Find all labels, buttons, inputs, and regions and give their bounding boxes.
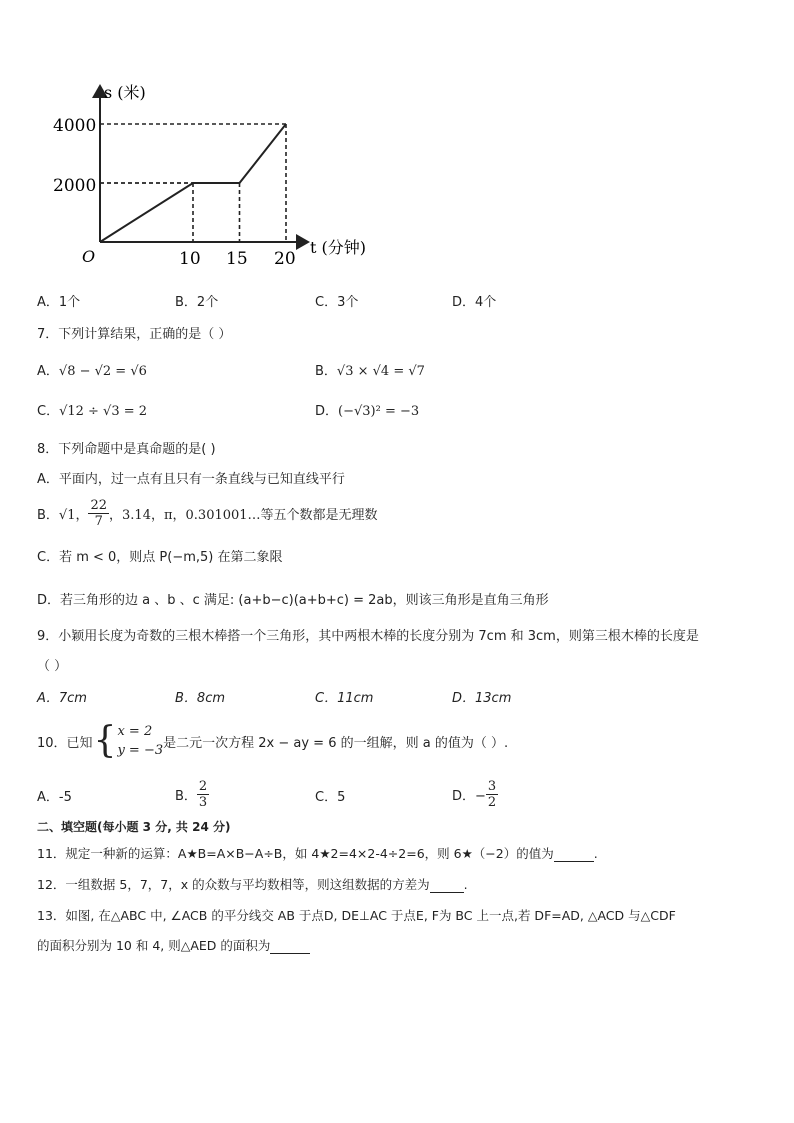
origin-label: O	[82, 247, 96, 266]
q9-option-d[interactable]: D．13cm	[452, 691, 512, 706]
q7-option-a-label: A．	[37, 364, 59, 379]
q13-answer-blank[interactable]	[270, 938, 310, 954]
q12-end: .	[463, 877, 468, 892]
q7-option-d-label: D．	[315, 404, 339, 419]
q9-option-c[interactable]: C．11cm	[315, 691, 374, 706]
distance-time-graph	[53, 78, 390, 270]
q11-text: 11．规定一种新的运算：A★B=A×B−A÷B，如 4★2=4×2-4÷2=6，则 6★（−2）的值为	[37, 846, 554, 861]
q6-option-a[interactable]: A．1个	[37, 295, 81, 310]
q7-option-c-expr: √12 ÷ √3 = 2	[59, 404, 148, 419]
q10-option-b-label: B．	[175, 788, 197, 804]
y-tick-4000: 4000	[53, 116, 97, 136]
q8-option-b-sqrt1: √1，	[58, 507, 89, 523]
q10-option-d-den: 2	[487, 794, 497, 810]
q12-answer-blank[interactable]	[430, 877, 464, 893]
q8-option-b[interactable]	[37, 496, 378, 530]
q13-line1: 13．如图, 在△ABC 中, ∠ACB 的平分线交 AB 于点D, DE⊥AC 于点E, F为 BC 上一点,若 DF=AD, △ACD 与△CDF	[37, 908, 676, 923]
q10-suffix: 是二元一次方程 2x − ay = 6 的一组解，则 a 的值为（ ）.	[163, 735, 509, 751]
y-axis-label: s (米)	[104, 83, 146, 102]
q10-option-d-fraction	[486, 779, 498, 810]
x-axis-label: t (分钟)	[310, 238, 367, 257]
x-tick-20: 20	[274, 249, 296, 269]
q7-option-b[interactable]	[315, 360, 425, 379]
q8-option-c[interactable]: C．若 m < 0，则点 P(−m,5) 在第二象限	[37, 550, 283, 565]
q10-system	[117, 722, 163, 760]
q13-line2	[37, 936, 310, 954]
q11-answer-blank[interactable]	[554, 846, 594, 862]
y-tick-2000: 2000	[53, 176, 97, 196]
q7-stem: 7．下列计算结果，正确的是（ ）	[37, 327, 232, 342]
q6-option-c[interactable]: C．3个	[315, 295, 359, 310]
q8-option-b-fraction	[88, 498, 109, 529]
q9-option-a[interactable]: A．7cm	[37, 691, 87, 706]
q12-text: 12．一组数据 5，7，7，x 的众数与平均数相等，则这组数据的方差为	[37, 877, 430, 892]
q9-option-b[interactable]: B．8cm	[175, 691, 226, 706]
q7-option-d-expr: (−√3)² = −3	[338, 404, 420, 419]
q7-option-a-expr: √8 − √2 = √6	[58, 364, 147, 379]
q6-option-b[interactable]: B．2个	[175, 295, 219, 310]
q6-option-d[interactable]: D．4个	[452, 295, 497, 310]
q10-option-d[interactable]	[452, 774, 498, 814]
q8-option-b-rest: ，3.14，π，0.301001…等五个数都是无理数	[109, 507, 378, 523]
q8-option-b-label: B．	[37, 507, 59, 523]
q10-option-d-num: 3	[487, 778, 497, 794]
q10-brace-icon: {	[93, 720, 117, 761]
q13-text: 的面积分别为 10 和 4, 则△AED 的面积为	[37, 938, 271, 953]
q10-option-b-fraction	[197, 779, 209, 810]
section-2-heading: 二、填空题(每小题 3 分, 共 24 分)	[37, 820, 231, 834]
q8-option-b-frac-num: 22	[90, 497, 108, 513]
q10-system-eq1: x = 2	[117, 724, 153, 739]
q9-stem-line1: 9．小颖用长度为奇数的三根木棒搭一个三角形，其中两根木棒的长度分别为 7cm 和 3cm，则第三根木棒的长度是	[37, 629, 699, 644]
q10-prefix: 10．已知	[37, 735, 93, 751]
q8-option-b-frac-den: 7	[94, 513, 103, 529]
q10-system-eq2: y = −3	[117, 743, 164, 758]
q11-end: .	[593, 846, 598, 861]
q11	[37, 844, 598, 862]
q12	[37, 875, 468, 893]
q10-option-d-label: D．−	[452, 788, 486, 804]
q7-option-b-expr: √3 × √4 = √7	[336, 364, 425, 379]
q10-option-c[interactable]: C．5	[315, 790, 346, 805]
q8-option-a[interactable]: A．平面内，过一点有且只有一条直线与已知直线平行	[37, 472, 345, 487]
q7-option-a[interactable]	[37, 360, 147, 379]
q7-option-c-label: C．	[37, 404, 60, 419]
q7-option-c[interactable]	[37, 400, 147, 419]
q8-stem: 8．下列命题中是真命题的是( )	[37, 442, 216, 457]
q8-option-d[interactable]: D．若三角形的边 a 、b 、c 满足: (a+b−c)(a+b+c) = 2ab，则该三角形是直角三角形	[37, 593, 549, 608]
q10-option-b-den: 3	[198, 794, 208, 810]
q9-stem-line2: （ ）	[37, 659, 68, 674]
q10-stem	[37, 718, 508, 764]
q10-option-b-num: 2	[198, 778, 208, 794]
q10-option-b[interactable]	[175, 774, 209, 814]
q7-option-b-label: B．	[315, 364, 337, 379]
x-tick-15: 15	[226, 249, 248, 269]
q10-option-a[interactable]: A．-5	[37, 790, 72, 805]
x-tick-10: 10	[179, 249, 201, 269]
q7-option-d[interactable]	[315, 400, 419, 419]
distance-line	[100, 124, 286, 242]
